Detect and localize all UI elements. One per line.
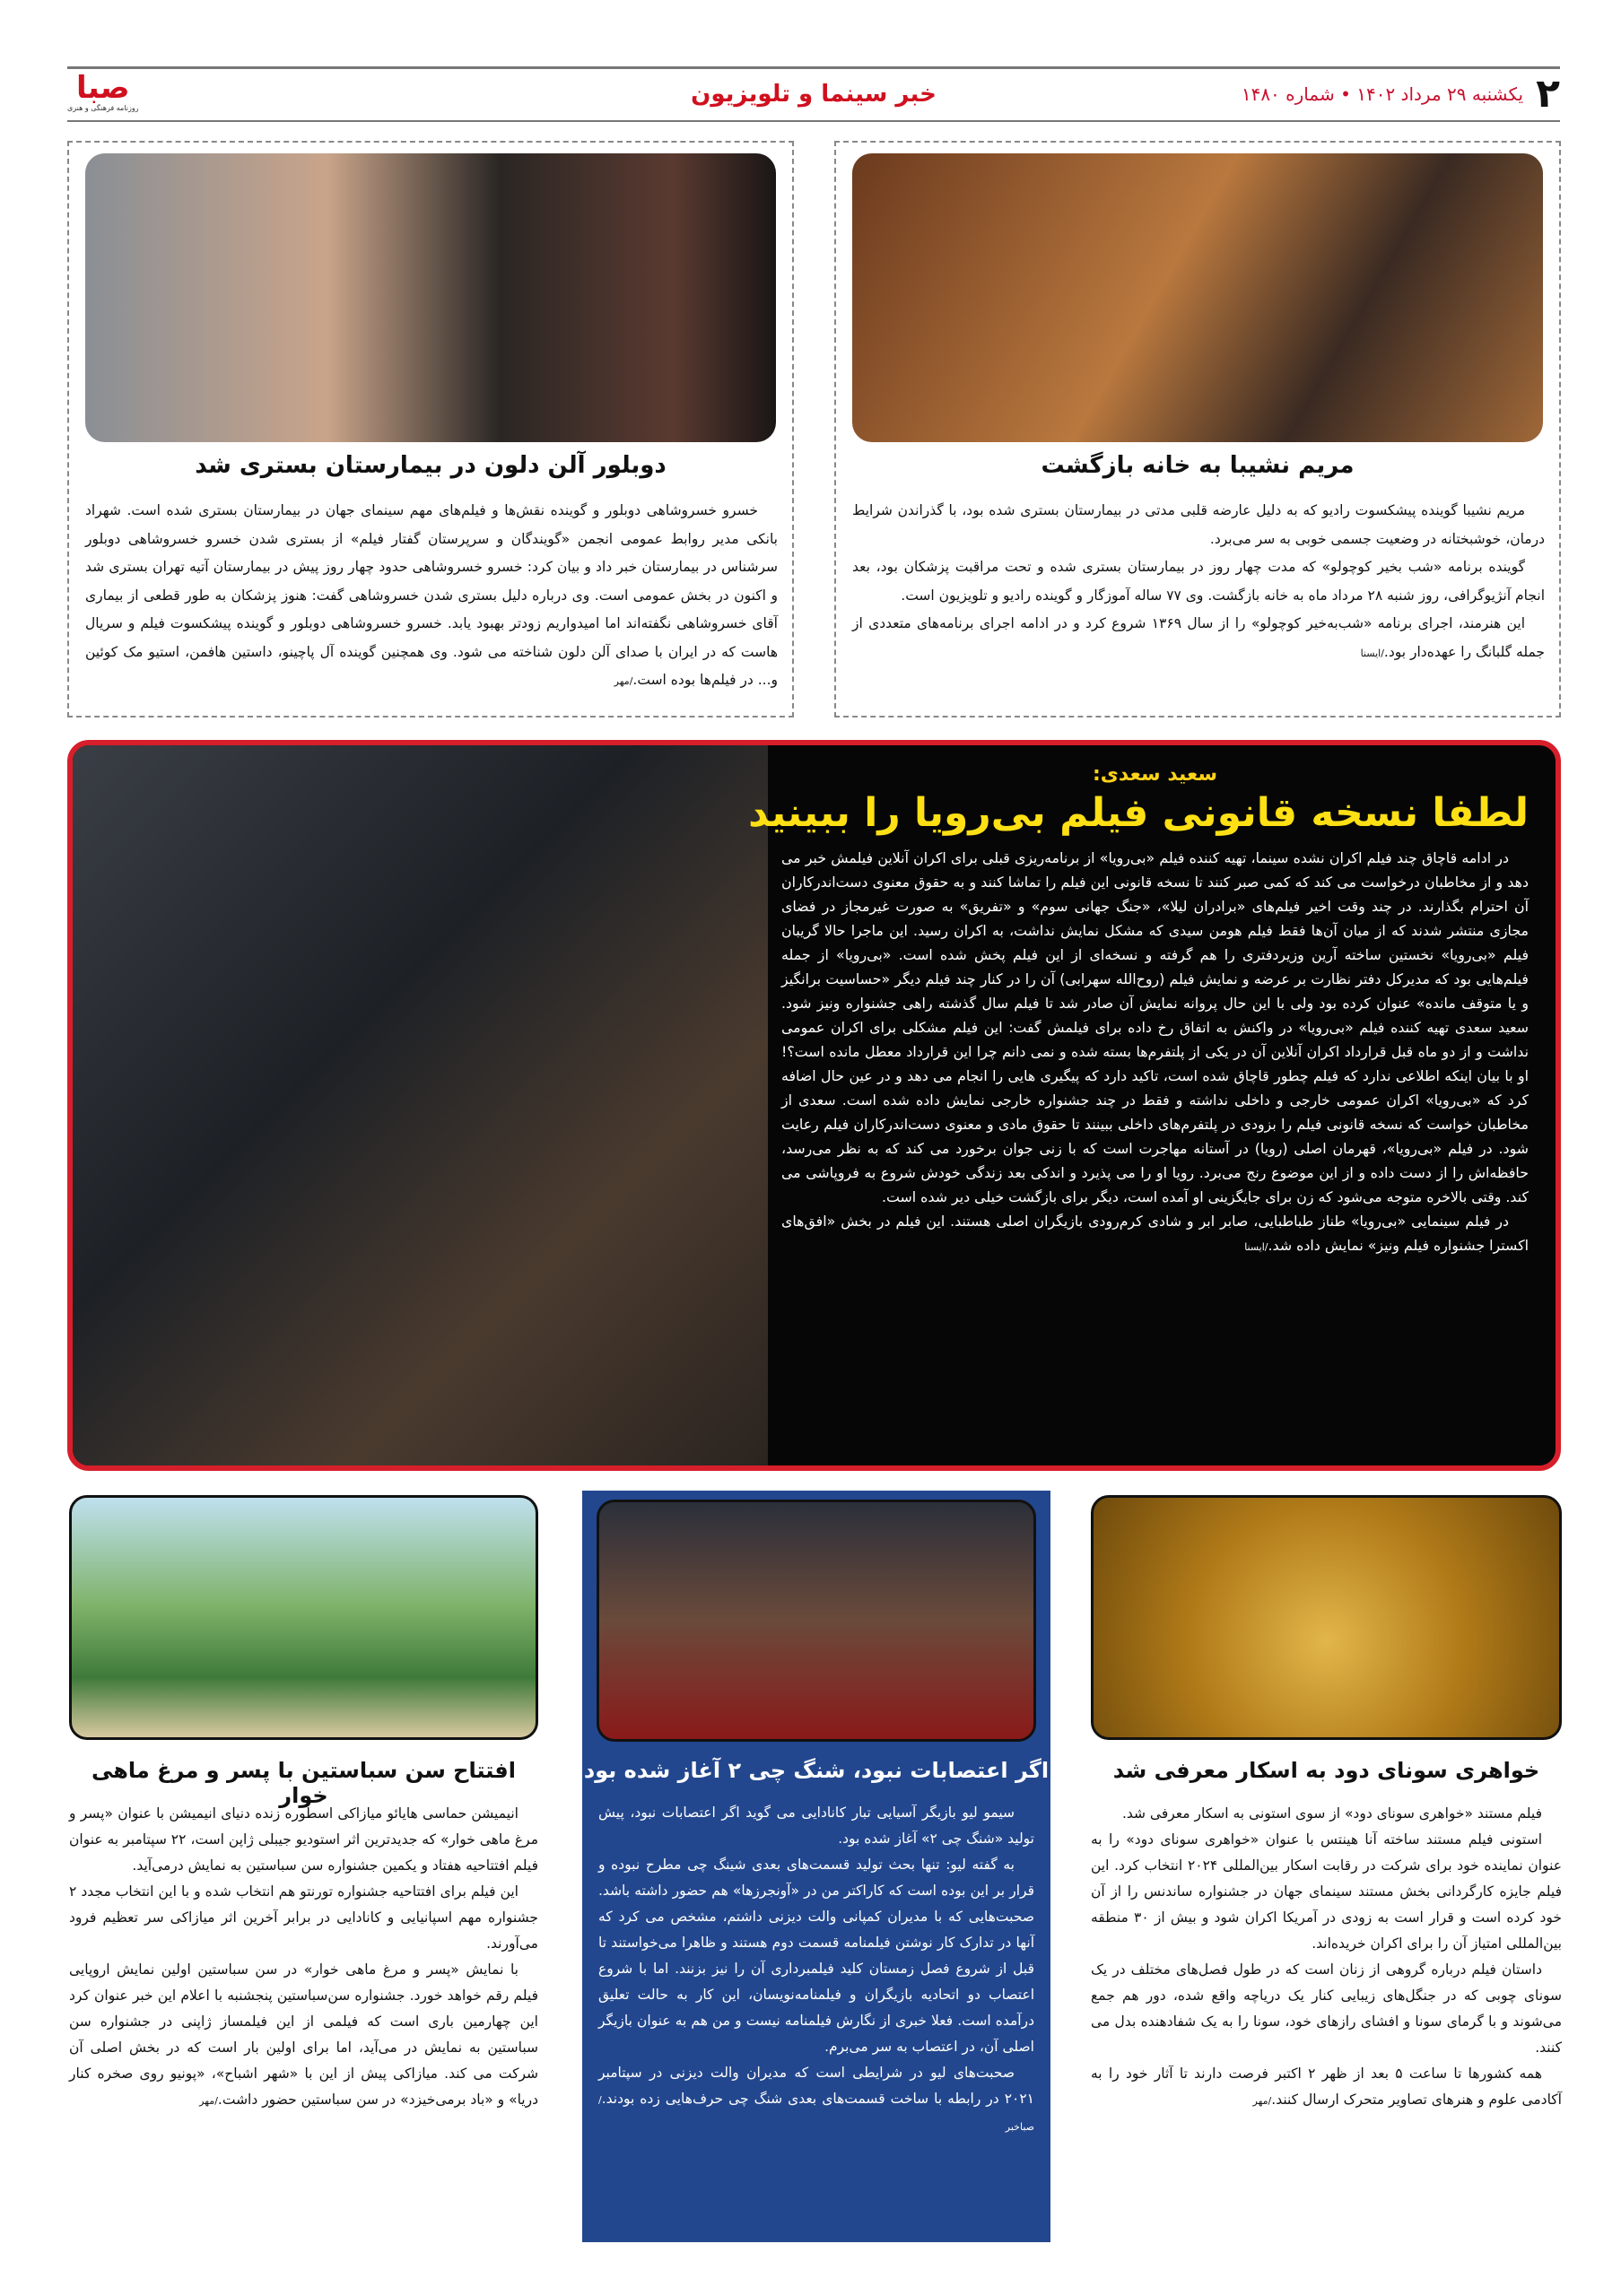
paragraph: این فیلم برای افتتاحیه جشنواره تورنتو هم انتخاب شده و با این انتخاب مجدد ۲ جشنواره مهم اسپانیایی و کانادایی در برابر آخرین اثر میازاکی سر تعظیم فرود می‌آورند. bbox=[69, 1883, 538, 1952]
article-shang-chi bbox=[582, 1491, 1050, 2242]
logo-text: صبا bbox=[76, 70, 130, 106]
source: /مهر bbox=[199, 2095, 218, 2107]
paragraph: داستان فیلم درباره گروهی از زنان است که در طول فصل‌های مختلف در یک سونای چوبی که در جنگل‌های زیبایی کنار یک دریاچه واقع شده، دور هم جمع می‌شوند و با گرمای سونا و افشای رازهای خود، سونا را به یک شفادهنده بدل می کنند. bbox=[1091, 1961, 1562, 2056]
photo-maryam-nashiba bbox=[852, 153, 1543, 442]
newspaper-logo bbox=[67, 72, 570, 117]
source: /ایسنا bbox=[1360, 647, 1384, 659]
logo-tagline: روزنامه فرهنگی و هنری bbox=[67, 104, 139, 112]
paragraph: همه کشورها تا ساعت ۵ بعد از ظهر ۲ اکتبر فرصت دارند تا آثار خود را به آکادمی علوم و هنرهای تصاویر متحرک ارسال کنند. bbox=[1091, 2066, 1562, 2108]
paragraph: در فیلم سینمایی «بی‌رویا» طناز طباطبایی، صابر ابر و شادی کرم‌رودی بازیگران اصلی هستند. این فیلم در بخش «افق‌های اکسترا جشنواره فیلم ونیز» نمایش داده شد. bbox=[781, 1213, 1529, 1254]
article-body bbox=[852, 497, 1545, 667]
photo-boy-and-heron bbox=[69, 1495, 538, 1740]
issue-date: یکشنبه ۲۹ مرداد ۱۴۰۲ • شماره ۱۴۸۰ bbox=[1241, 83, 1524, 105]
feature-text-column bbox=[748, 761, 1529, 1458]
paragraph: استونی فیلم مستند ساخته آنا هینتس با عنوان «خواهری سونای دود» را به عنوان نماینده خود برای شرکت در رقابت اسکار بین‌المللی ۲۰۲۴ انتخاب کرد. این فیلم جایزه کارگردانی بخش مستند سینمای جهان در جشنواره ساندنس را از آن خود کرده است و قرار است به زودی در آمریکا اکران شود و بیش از ۳۰ منطقه بین‌المللی امتیاز آن را برای اکران خریده‌اند. bbox=[1091, 1831, 1562, 1952]
photo-oscar-statue bbox=[1091, 1495, 1562, 1740]
article-body bbox=[85, 497, 778, 696]
photo-khosrow-khosroshahi bbox=[85, 153, 776, 442]
paragraph: در ادامه قاچاق چند فیلم اکران نشده سینما، تهیه کننده فیلم «بی‌رویا» از برنامه‌ریزی قبلی برای اکران آنلاین فیلمش خبر می دهد و از مخاطبان درخواست می کند که کمی صبر کنند تا نسخه قانونی این فیلم را تماشا کنند و به حقوق معنوی دست‌اندرکاران آن احترام بگذارند. در چند وقت اخیر فیلم‌های «برادران لیلا»، «جنگ جهانی سوم» و «تفریق» به صورت غیرمجاز در فضای مجازی منتشر شدند که از میان آن‌ها فقط فیلم هومن سیدی که مشکل نمایش نداشت، به اکران رسید. این ماجرا حالا گریبان فیلم «بی‌رویا» نخستین ساخته آرین وزیردفتری را هم گرفته و نسخه‌ای از این فیلم پخش شده است. «بی‌رویا» از جمله فیلم‌هایی بود که مدیرکل دفتر نظارت بر عرضه و نمایش فیلم (روح‌الله سهرابی) آن را در کنار چند فیلم دیگر «حساسیت برانگیز و یا متوقف مانده» عنوان کرده بود ولی با این حال پروانه نمایش آن صادر شد تا فیلم سال گذشته راهی جشنواره ونیز شود. سعید سعدی تهیه کننده فیلم «بی‌رویا» در واکنش به اتفاق رخ داده برای فیلمش گفت: این فیلم مشکلی برای اکران عمومی نداشت و از دو ماه قبل قرارداد اکران آنلاین آن در یکی از پلتفرم‌ها بسته شده و نمی دانم چرا این قرارداد معطل مانده است؟! او با بیان اینکه اطلاعی ندارد که فیلم چطور قاچاق شده است، تاکید دارد که پیگیری هایی را انجام می دهد و در عین حال اضافه کرد که «بی‌رویا» اکران عمومی خارجی و داخلی نداشته و فقط در چند جشنواره خارجی نمایش داده شده است. سعدی از مخاطبان خواست که نسخه قانونی فیلم را بزودی در پلتفرم‌های داخلی ببینند تا حقوق مادی و معنوی دست‌اندرکاران فیلم رعایت شود. در فیلم «بی‌رویا»، قهرمان اصلی (رویا) در آستانه مهاجرت است که با زنی جوان برخورد می کند که به نظر می‌رسد، حافظه‌اش را از دست داده و از این موضوع رنج می‌برد. رویا او را می پذیرد و اندکی بعد زندگی خودش شروع به فروپاشی می کند. وقتی بالاخره متوجه می‌شود که زن برای جایگزینی او آمده است، دیگر برای بازگشت خیلی دیر شده است. bbox=[781, 849, 1529, 1205]
paragraph: سیمو لیو بازیگر آسیایی تبار کانادایی می گوید اگر اعتصابات نبود، پیش تولید «شنگ چی ۲» آغاز شده بود. bbox=[598, 1805, 1034, 1847]
article-body bbox=[1091, 1801, 1562, 2114]
article-delon-dubber bbox=[67, 141, 794, 718]
film-still-bi-roya bbox=[73, 745, 768, 1465]
photo-simu-liu bbox=[597, 1500, 1036, 1742]
paragraph: این هنرمند، اجرای برنامه «شب‌به‌خیر کوچولو» را از سال ۱۳۶۹ شروع کرد و در ادامه اجرای برنامه‌های متعددی از جمله گلبانگ را عهده‌دار بود. bbox=[852, 615, 1545, 660]
paragraph: گوینده برنامه «شب بخیر کوچولو» که مدت چهار روز در بیمارستان بستری شده و تحت مراقبت پزشکان بود، بعد انجام آنژیوگرافی، روز شنبه ۲۸ مرداد ماه به خانه بازگشت. وی ۷۷ ساله آموزگار و گوینده رادیو و تلویزیون است. bbox=[852, 559, 1545, 604]
paragraph: با نمایش «پسر و مرغ ماهی خوار» در سن سباستین اولین نمایش اروپایی فیلم رقم خواهد خورد. جشنواره سن‌سباستین پنجشنبه با اعلام این خبر عنوان کرد این چهارمین باری است که فیلمی از این فیلمساز ژاپنی در جشنواره سن سباستین به نمایش در می‌آید، اما برای اولین بار است که در بخش اصلی آن شرکت می کند. میازاکی پیش از این با «شهر اشباح»، «پونیو روی صخره کنار دریا» و «باد برمی‌خیزد» در سن سباستین حضور داشت. bbox=[69, 1961, 538, 2108]
paragraph: فیلم مستند «خواهری سونای دود» از سوی استونی به اسکار معرفی شد. bbox=[1121, 1805, 1542, 1822]
headline: دوبلور آلن دلون در بیمارستان بستری شد bbox=[195, 452, 667, 479]
article-nashiba bbox=[834, 141, 1561, 718]
headline: مریم نشیبا به خانه بازگشت bbox=[1041, 452, 1355, 479]
source: /مهر bbox=[1252, 2095, 1272, 2107]
headline: افتتاح سن سباستین با پسر و مرغ ماهی خوار bbox=[91, 1758, 516, 1808]
paragraph: مریم نشیبا گوینده پیشکسوت رادیو که به دلیل عارضه قلبی مدتی در بیمارستان بستری شده بود، با گذراندن شرایط درمان، خوشبختانه در وضعیت جسمی خوبی به سر می‌برد. bbox=[852, 502, 1545, 547]
top-rule bbox=[67, 66, 1560, 69]
source: /صباخبر bbox=[598, 2094, 1034, 2133]
source: /مهر bbox=[614, 675, 633, 687]
feature-headline: لطفا نسخه قانونی فیلم بی‌رویا را ببینید bbox=[748, 790, 1529, 836]
issue-info bbox=[1058, 72, 1560, 117]
article-body bbox=[69, 1801, 538, 2114]
feature-article bbox=[67, 740, 1561, 1471]
headline: اگر اعتصابات نبود، شنگ چی ۲ آغاز شده بود bbox=[583, 1758, 1050, 1783]
feature-body bbox=[781, 846, 1529, 1259]
paragraph: انیمیشن حماسی هایائو میازاکی اسطوره زنده دنیای انیمیشن با عنوان «پسر و مرغ ماهی خوار» که جدیدترین اثر استودیو جیبلی ژاپن است، ۲۲ سپتامبر به عنوان فیلم افتتاحیه هفتاد و یکمین جشنواره سن سباستین به نمایش درمی‌آید. bbox=[69, 1805, 538, 1874]
headline: خواهری سونای دود به اسکار معرفی شد bbox=[1112, 1758, 1540, 1783]
header-bottom-rule bbox=[67, 120, 1560, 122]
section-title: خبر سینما و تلویزیون bbox=[691, 81, 937, 108]
page-header bbox=[67, 70, 1560, 118]
feature-kicker: سعید سعدی: bbox=[1092, 763, 1218, 786]
paragraph: به گفته لیو: تنها بحث تولید قسمت‌های بعدی شینگ چی مطرح نبوده و قرار بر این بوده است که کاراکتر من در «آونجرزها» هم حضور داشته باشد. صحبت‌هایی که با مدیران کمپانی والت دیزنی داشتم، مشخص می کرد که آنها در تدارک کار نوشتن فیلمنامه قسمت دوم هستند و ظاهرا می‌خواستند تا قبل از شروع فصل زمستان کلید فیلمبرداری آن را نیز بزنند. اما با شروع اعتصاب دو اتحادیه بازیگران و فیلمنامه‌نویسان، این کار به حالت تعلیق درآمده است. فعلا خبری از نگارش فیلمنامه نیست و من هم به عنوان بازیگر اصلی آن، در اعتصاب به سر می‌برم. bbox=[598, 1857, 1034, 2055]
page-number: ۲ bbox=[1536, 71, 1560, 117]
paragraph: خسرو خسروشاهی دوبلور و گوینده نقش‌ها و فیلم‌های مهم سینمای جهان در بیمارستان بستری شده است. شهراد بانکی مدیر روابط عمومی انجمن «گویندگان و سرپرستان گفتار فیلم» از بستری شدن خسرو خسروشاهی دوبلور سرشناس در بیمارستان خبر داد و بیان کرد: خسرو خسروشاهی حدود چهار روز پیش در بیمارستان آتیه تهران بستری شد و اکنون در بخش عمومی است. وی درباره دلیل بستری شدن خسروشاهی گفت: هنوز پزشکان به طور قطعی از بیماری آقای خسروشاهی نگفته‌اند اما امیدواریم زودتر بهبود یابد. خسرو خسروشاهی دوبلور و گوینده پیشکسوت فیلم و سریال هاست که در ایران با صدای آلن دلون شناخته می شود. وی همچنین گوینده آل پاچینو، داستین هافمن، استیو مک کوئین و... در فیلم‌ها بوده است. bbox=[85, 502, 778, 688]
source: /ایسنا bbox=[1244, 1241, 1268, 1253]
article-body bbox=[598, 1800, 1034, 2140]
paragraph: صحبت‌های لیو در شرایطی است که مدیران والت دیزنی در سپتامبر ۲۰۲۱ در رابطه با ساخت قسمت‌های بعدی شنگ چی حرف‌هایی زده بودند. bbox=[598, 2065, 1034, 2107]
